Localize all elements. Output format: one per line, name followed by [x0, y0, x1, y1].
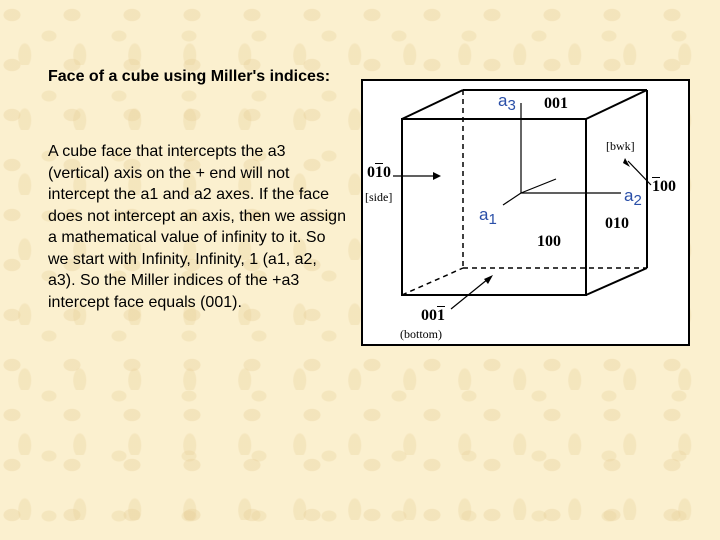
slide-title: Face of a cube using Miller's indices:: [48, 68, 331, 85]
back-face-index: [652, 178, 676, 196]
front-face-index: 100: [537, 233, 561, 250]
a1-axis-extension: [521, 179, 556, 193]
bottom-index-digits: 00: [421, 307, 437, 324]
right-face-index: 010: [605, 215, 629, 232]
side-arrowhead: [433, 172, 441, 180]
back-index-bar-digit: 1: [652, 178, 660, 195]
a2-subscript: 2: [633, 192, 642, 209]
a3-axis-label: [498, 91, 516, 114]
a3-letter: a: [498, 91, 508, 110]
miller-indices-cube-diagram: [361, 79, 690, 346]
cube-hidden-bottom-left-edge: [402, 268, 463, 295]
bottom-arrowhead: [484, 275, 493, 284]
a1-axis-label: [479, 205, 497, 228]
cube-drawing: [363, 81, 688, 344]
cube-top-right-edge: [586, 90, 647, 119]
back-index-digits: 00: [660, 178, 676, 195]
side-index-digit-3: 0: [383, 164, 391, 181]
back-tag: [bwk]: [606, 139, 635, 153]
side-face-index: [367, 164, 391, 182]
a2-axis-label: [624, 186, 642, 209]
a1-axis-line: [503, 193, 521, 205]
cube-top-left-edge: [402, 90, 463, 119]
bottom-index-bar-digit: 1: [437, 307, 445, 324]
top-face-index: 001: [544, 95, 568, 112]
a1-letter: a: [479, 205, 489, 224]
side-index-bar-digit: 1: [375, 164, 383, 181]
bottom-face-index: [421, 307, 445, 325]
a3-subscript: 3: [507, 97, 516, 114]
cube-bottom-right-edge: [586, 268, 647, 295]
side-index-digit-1: 0: [367, 164, 375, 181]
a2-letter: a: [624, 186, 634, 205]
a1-subscript: 1: [488, 211, 497, 228]
slide-body-text: A cube face that intercepts the a3 (vertical) axis on the + end will not intercept the a1 and a2 axes. If the face does not intercept an axis, then we assign a mathematical value of infinity to it. So we start with Infinity, Infinity, 1 (a1, a2, a3). So the Miller indices of the +a3 intercept face equals (001).: [48, 143, 346, 311]
bottom-tag: (bottom): [400, 327, 442, 341]
side-tag: [side]: [365, 190, 393, 204]
